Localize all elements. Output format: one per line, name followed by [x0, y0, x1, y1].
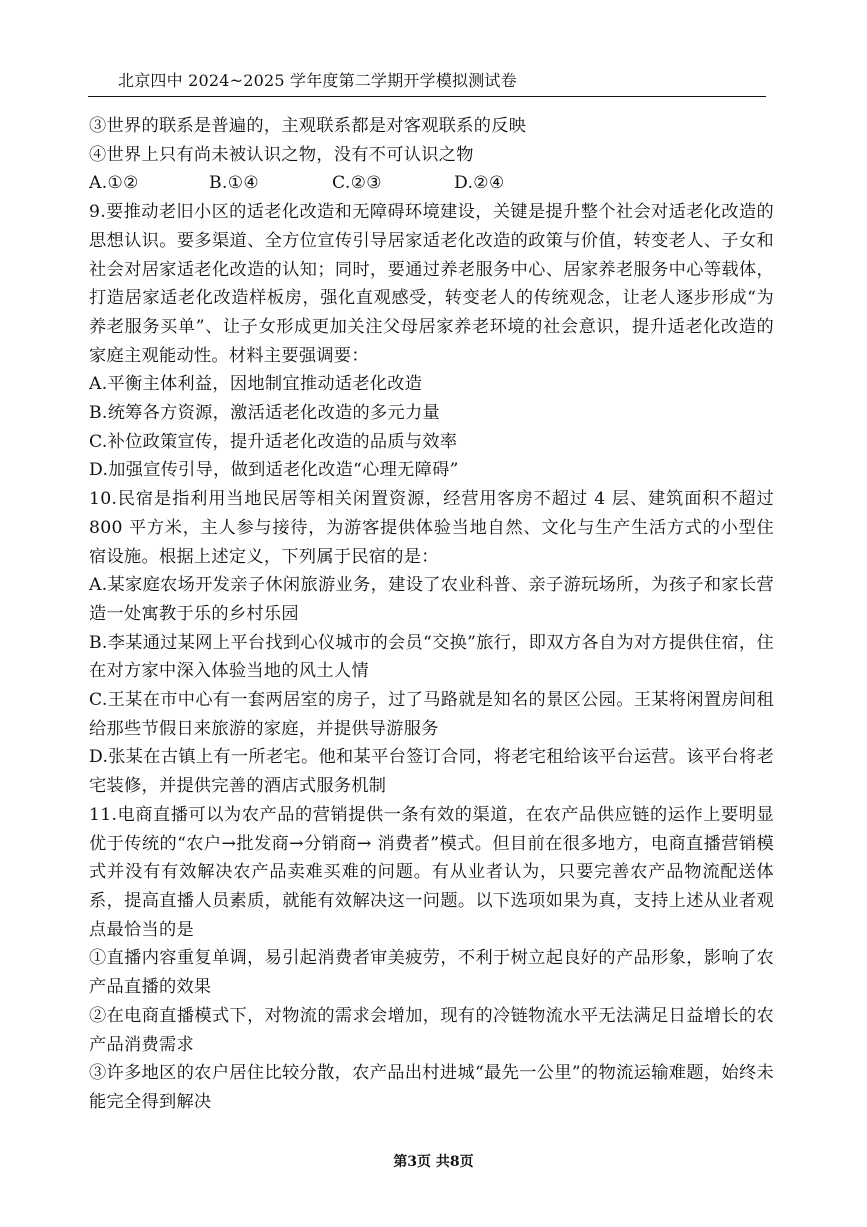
- question-11-statement-2: ②在电商直播模式下，对物流的需求会增加，现有的冷链物流水平无法满足日益增长的农产品消费需求: [89, 1005, 774, 1055]
- question-9-option-b: B.统筹各方资源，激活适老化改造的多元力量: [89, 403, 440, 424]
- option-d: D.②④: [454, 173, 505, 194]
- question-8-continued: [89, 112, 774, 198]
- header-divider: [88, 96, 766, 97]
- question-9-option-d: D.加强宣传引导，做到适老化改造“心理无障碍”: [89, 460, 459, 481]
- question-10-option-a: A.某家庭农场开发亲子休闲旅游业务，建设了农业科普、亲子游玩场所，为孩子和家长营造一处寓教于乐的乡村乐园: [89, 575, 774, 624]
- page-number: 第3页 共8页: [393, 1154, 474, 1170]
- question-10-stem: 10.民宿是指利用当地民居等相关闲置资源，经营用客房不超过 4 层、建筑面积不超过 800 平方米，主人参与接待，为游客提供体验当地自然、文化与生产生活方式的小型住宿设施。根据上述定义，下列属于民宿的是：: [89, 489, 774, 567]
- question-9-stem: 9.要推动老旧小区的适老化改造和无障碍环境建设，关键是提升整个社会对适老化改造的思想认识。要多渠道、全方位宣传引导居家适老化改造的政策与价值，转变老人、子女和社会对居家适老化改造的认知；同时，要通过养老服务中心、居家养老服务中心等载体，打造居家适老化改造样板房，强化直观感受，转变老人的传统观念，让老人逐步形成“为养老服务买单”、让子女形成更加关注父母居家养老环境的社会意识，提升适老化改造的家庭主观能动性。材料主要强调要：: [89, 202, 774, 366]
- question-11-statement-3: ③许多地区的农户居住比较分散，农产品出村进城“最先一公里”的物流运输难题，始终未能完全得到解决: [89, 1063, 774, 1112]
- page-content: [89, 112, 774, 1117]
- question-11-stem: 11.电商直播可以为农产品的营销提供一条有效的渠道，在农产品供应链的运作上要明显优于传统的“农户→批发商→分销商→ 消费者”模式。但目前在很多地方，电商直播营销模式并没有有效解决农产品卖难买难的问题。有从业者认为，只要完善农产品物流配送体系，提高直播人员素质，就能有效解决这一问题。以下选项如果为真，支持上述从业者观点最恰当的是: [89, 804, 774, 940]
- option-b: B.①④: [209, 173, 260, 194]
- option-a: A.①②: [89, 173, 139, 194]
- option-c: C.②③: [332, 173, 383, 194]
- exam-header-title: 北京四中 2024~2025 学年度第二学期开学模拟测试卷: [118, 71, 517, 90]
- question-10: [89, 485, 774, 801]
- question-9-option-a: A.平衡主体利益，因地制宜推动适老化改造: [89, 374, 423, 395]
- question-10-option-d: D.张某在古镇上有一所老宅。他和某平台签订合同，将老宅租给该平台运营。该平台将老宅装修，并提供完善的酒店式服务机制: [89, 747, 774, 797]
- question-8-options: [89, 169, 774, 198]
- question-10-option-b: B.李某通过某网上平台找到心仪城市的会员“交换”旅行，即双方各自为对方提供住宿，住在对方家中深入体验当地的风土人情: [89, 632, 774, 682]
- question-11: [89, 801, 774, 1117]
- question-9-option-c: C.补位政策宣传，提升适老化改造的品质与效率: [89, 431, 458, 452]
- statement-3: ③世界的联系是普遍的，主观联系都是对客观联系的反映: [89, 116, 527, 136]
- question-11-statement-1: ①直播内容重复单调，易引起消费者审美疲劳，不利于树立起良好的产品形象，影响了农产品直播的效果: [89, 948, 774, 998]
- statement-4: ④世界上只有尚未被认识之物，没有不可认识之物: [89, 144, 474, 165]
- question-10-option-c: C.王某在市中心有一套两居室的房子，过了马路就是知名的景区公园。王某将闲置房间租给那些节假日来旅游的家庭，并提供导游服务: [89, 690, 774, 739]
- question-9: [89, 198, 774, 485]
